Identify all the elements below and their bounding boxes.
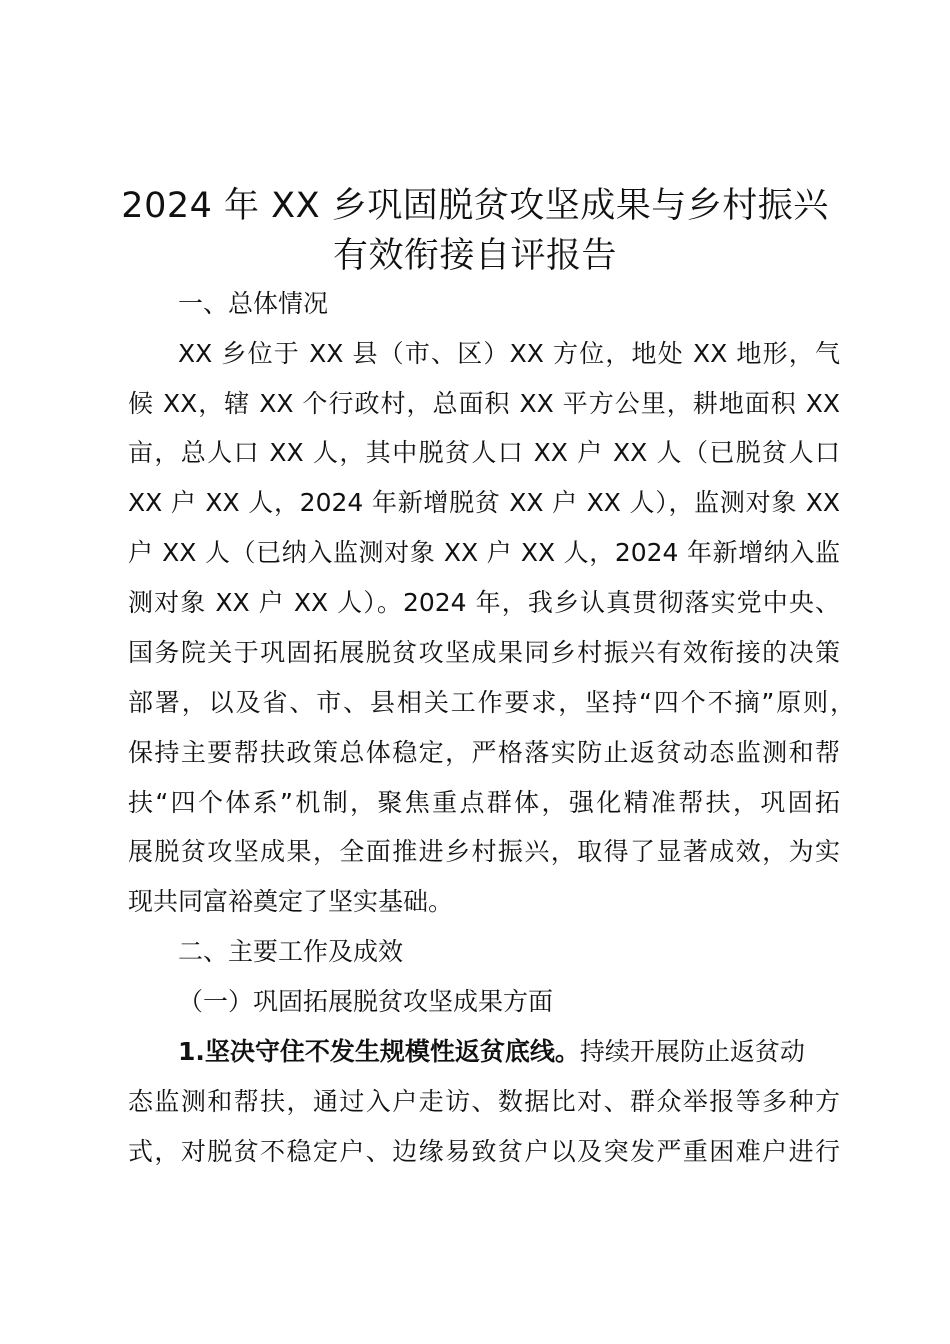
paragraph-line: XX 乡位于 XX 县（市、区）XX 方位，地处 XX 地形，气 [178, 339, 840, 368]
paragraph-line: 户 XX 人（已纳入监测对象 XX 户 XX 人，2024 年新增纳入监 [128, 538, 840, 567]
paragraph-line: 测对象 XX 户 XX 人）。2024 年，我乡认真贯彻落实党中央、 [128, 588, 840, 617]
item-1-bold-heading: 1.坚决守住不发生规模性返贫底线。 [178, 1037, 580, 1066]
document-title-line-2: 有效衔接自评报告 [332, 236, 617, 276]
paragraph-line: 展脱贫攻坚成果，全面推进乡村振兴，取得了显著成效，为实 [128, 837, 840, 866]
document-title-line-1: 2024 年 XX 乡巩固脱贫攻坚成果与乡村振兴 [121, 186, 829, 226]
paragraph-line: 现共同富裕奠定了坚实基础。 [128, 887, 454, 916]
section-heading-main-work: 二、主要工作及成效 [178, 937, 404, 966]
section-heading-overview: 一、总体情况 [178, 289, 329, 318]
paragraph-line: 候 XX，辖 XX 个行政村，总面积 XX 平方公里，耕地面积 XX [128, 389, 840, 418]
item-1-first-line [178, 1036, 840, 1068]
subsection-heading-consolidation: （一）巩固拓展脱贫攻坚成果方面 [178, 987, 554, 1016]
paragraph-line: 部署，以及省、市、县相关工作要求，坚持“四个不摘”原则， [128, 688, 855, 717]
paragraph-line: 国务院关于巩固拓展脱贫攻坚成果同乡村振兴有效衔接的决策 [128, 638, 840, 667]
paragraph-line: 态监测和帮扶，通过入户走访、数据比对、群众举报等多种方 [128, 1087, 840, 1116]
paragraph-line: 扶“四个体系”机制，聚焦重点群体，强化精准帮扶，巩固拓 [128, 788, 840, 817]
paragraph-line: 亩，总人口 XX 人，其中脱贫人口 XX 户 XX 人（已脱贫人口 [128, 438, 840, 467]
item-1-text-start: 持续开展防止返贫动 [579, 1037, 805, 1066]
paragraph-line: 式，对脱贫不稳定户、边缘易致贫户以及突发严重困难户进行 [128, 1137, 840, 1166]
paragraph-line: XX 户 XX 人，2024 年新增脱贫 XX 户 XX 人），监测对象 XX [128, 488, 840, 517]
paragraph-line: 保持主要帮扶政策总体稳定，严格落实防止返贫动态监测和帮 [128, 738, 840, 767]
